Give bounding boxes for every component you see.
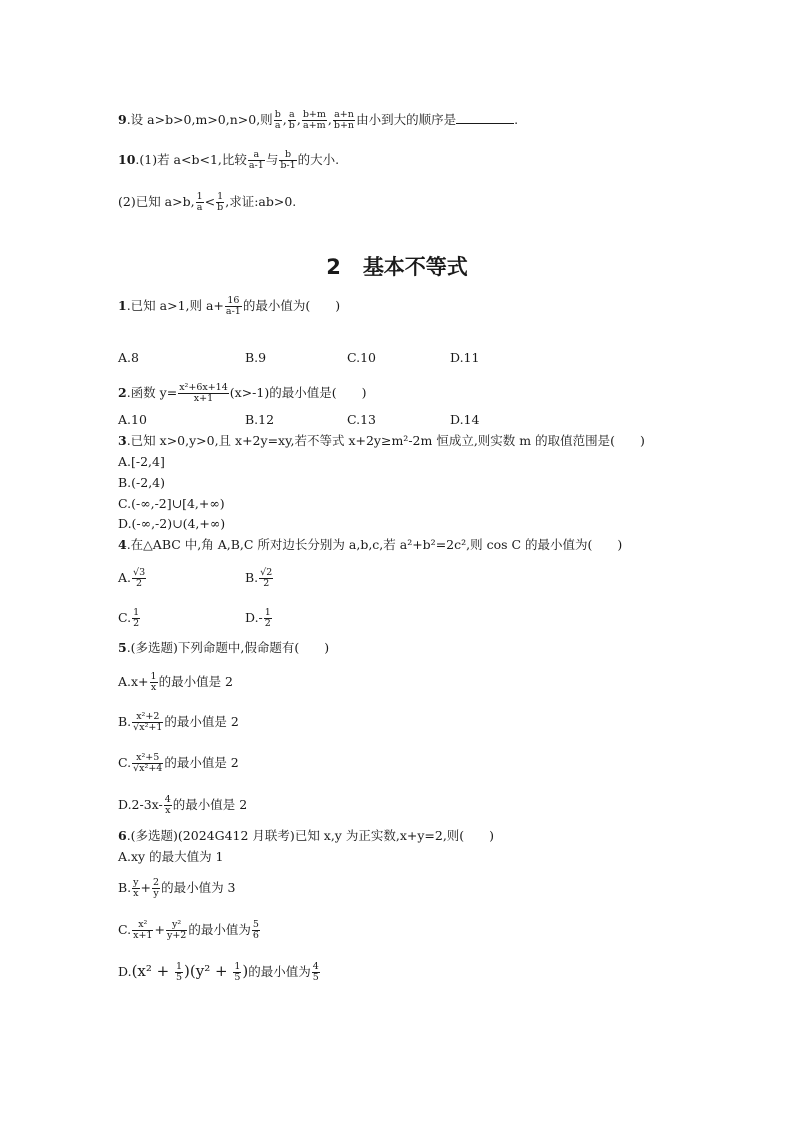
option-c[interactable]: C.10 <box>347 350 376 365</box>
question-number: 10 <box>118 152 136 167</box>
fraction: $\frac{b}{a}$ <box>274 109 281 131</box>
fraction: $\frac{\text{y²}}{y+2}$ <box>166 919 187 941</box>
question-text: 与 <box>265 152 279 167</box>
question-text: .已知 a>1,则 a+ <box>126 298 224 313</box>
fraction: $\frac{b}{b-1}$ <box>280 149 296 171</box>
fraction: $\frac{2}{y}$ <box>153 877 160 899</box>
question-text: 的最小值为( ) <box>242 298 341 313</box>
option-d[interactable]: D.2-3x- $\frac{4}{x}$ 的最小值是 2 <box>118 794 248 816</box>
question-1 <box>118 296 340 317</box>
question-5 <box>118 640 329 656</box>
fraction: $\frac{1}{a}$ <box>196 191 203 213</box>
question-text: ,求证:ab>0. <box>225 194 297 209</box>
question-3 <box>118 433 645 449</box>
fraction: $\frac{b+m}{a+m}$ <box>302 109 326 131</box>
question-2 <box>118 383 366 404</box>
fraction: $\frac{4}{5}$ <box>312 961 319 983</box>
option-d[interactable]: D.(x² + $\frac{1}{5}$ )(y² + $\frac{1}{5}$ )的最小值为 $\frac{4}{5}$ <box>118 961 319 983</box>
option-a[interactable]: A.x+ $\frac{1}{x}$ 的最小值是 2 <box>118 671 234 693</box>
option-a[interactable]: A.xy 的最大值为 1 <box>118 849 224 864</box>
less-than-sign: < <box>204 194 216 209</box>
fraction: $\frac{\text{x²+5}}{\text{√x²+4}}$ <box>133 752 163 774</box>
option-b[interactable]: B.9 <box>245 350 267 365</box>
option-d[interactable]: D.14 <box>450 412 480 427</box>
question-10-part-1 <box>118 150 339 171</box>
fraction: $\frac{a}{a-1}$ <box>248 149 264 171</box>
option-a[interactable]: A.10 <box>118 412 147 427</box>
fraction: $\frac{\text{x²+6x+14}}{x+1}$ <box>179 382 228 404</box>
question-text: (x>-1)的最小值是( ) <box>229 385 367 400</box>
fraction: $\frac{1}{5}$ <box>176 961 183 983</box>
fraction: $\frac{\text{x²+2}}{\text{√x²+1}}$ <box>133 711 163 733</box>
option-d[interactable]: D.11 <box>450 350 480 365</box>
question-number: 4 <box>118 537 127 552</box>
option-b[interactable]: B. $\frac{√2}{2}$ <box>245 567 273 589</box>
period: . <box>514 112 519 127</box>
section-number: 2 <box>326 255 341 279</box>
question-number: 2 <box>118 385 127 400</box>
option-c[interactable]: C. $\frac{\text{x²+5}}{\text{√x²+4}}$ 的最小值是 2 <box>118 752 239 774</box>
option-b[interactable]: B.(-2,4) <box>118 475 166 490</box>
question-text: 的大小. <box>297 152 340 167</box>
fraction: $\frac{a}{b}$ <box>288 109 295 131</box>
option-c[interactable]: C. $\frac{1}{2}$ <box>118 607 140 629</box>
fraction: $\frac{a+n}{b+n}$ <box>333 109 355 131</box>
question-9: 9.设 a>b>0,m>0,n>0,则 $\frac{b}{a}$ , $\frac{a}{b}$ , $\frac{b+m}{a+m}$ , $\frac{a+n}{b+n}$ 由小到大的顺序是 . <box>118 109 519 131</box>
question-number: 6 <box>118 828 127 843</box>
question-4 <box>118 537 622 553</box>
fraction: $\frac{√2}{2}$ <box>260 567 273 589</box>
option-a[interactable]: A.8 <box>118 350 139 365</box>
option-c[interactable]: C.13 <box>347 412 376 427</box>
fraction: $\frac{\text{x²}}{x+1}$ <box>133 919 153 941</box>
question-text: .(1)若 a<b<1,比较 <box>135 152 247 167</box>
question-text: 由小到大的顺序是 <box>356 112 457 127</box>
fraction: $\frac{y}{x}$ <box>133 877 139 899</box>
option-b[interactable]: B. $\frac{y}{x}$ + $\frac{2}{y}$ 的最小值为 3 <box>118 877 236 899</box>
section-title-text: 基本不等式 <box>362 255 468 279</box>
section-title <box>0 251 794 281</box>
option-a[interactable]: A.[-2,4] <box>118 454 165 469</box>
fraction: $\frac{1}{2}$ <box>133 607 140 629</box>
fraction: $\frac{4}{x}$ <box>164 794 171 816</box>
fraction: $\frac{1}{2}$ <box>264 607 271 629</box>
question-number: 3 <box>118 433 127 448</box>
question-number: 5 <box>118 640 127 655</box>
question-text: (2)已知 a>b, <box>118 194 195 209</box>
question-text: .(多选题)(2024G412 月联考)已知 x,y 为正实数,x+y=2,则( ) <box>126 828 495 843</box>
question-text: .在△ABC 中,角 A,B,C 所对边长分别为 a,b,c,若 a²+b²=2c²,则 cos C 的最小值为( ) <box>126 537 623 552</box>
question-10-part-2 <box>118 192 296 213</box>
option-d[interactable]: D.(-∞,-2)∪(4,+∞) <box>118 516 226 531</box>
question-number: 1 <box>118 298 127 313</box>
option-c[interactable]: C. $\frac{\text{x²}}{x+1}$ + $\frac{\text{y²}}{y+2}$ 的最小值为 $\frac{5}{6}$ <box>118 919 259 941</box>
option-d[interactable]: D.- $\frac{1}{2}$ <box>245 607 271 629</box>
option-a[interactable]: A. $\frac{√3}{2}$ <box>118 567 146 589</box>
question-number: 9 <box>118 112 127 127</box>
question-text: .函数 y= <box>126 385 178 400</box>
fraction: $\frac{16}{a-1}$ <box>225 295 241 317</box>
question-text: .(多选题)下列命题中,假命题有( ) <box>126 640 330 655</box>
answer-blank[interactable] <box>456 112 514 124</box>
fraction: $\frac{1}{5}$ <box>234 961 241 983</box>
fraction: $\frac{5}{6}$ <box>252 919 259 941</box>
option-b[interactable]: B. $\frac{\text{x²+2}}{\text{√x²+1}}$ 的最小值是 2 <box>118 711 239 733</box>
question-text: .已知 x>0,y>0,且 x+2y=xy,若不等式 x+2y≥m²-2m 恒成立,则实数 m 的取值范围是( ) <box>126 433 645 448</box>
option-c[interactable]: C.(-∞,-2]∪[4,+∞) <box>118 496 225 511</box>
fraction: $\frac{1}{x}$ <box>150 671 157 693</box>
question-6 <box>118 828 494 844</box>
option-b[interactable]: B.12 <box>245 412 275 427</box>
question-text: .设 a>b>0,m>0,n>0,则 <box>126 112 273 127</box>
fraction: $\frac{√3}{2}$ <box>133 567 146 589</box>
fraction: $\frac{1}{b}$ <box>217 191 224 213</box>
